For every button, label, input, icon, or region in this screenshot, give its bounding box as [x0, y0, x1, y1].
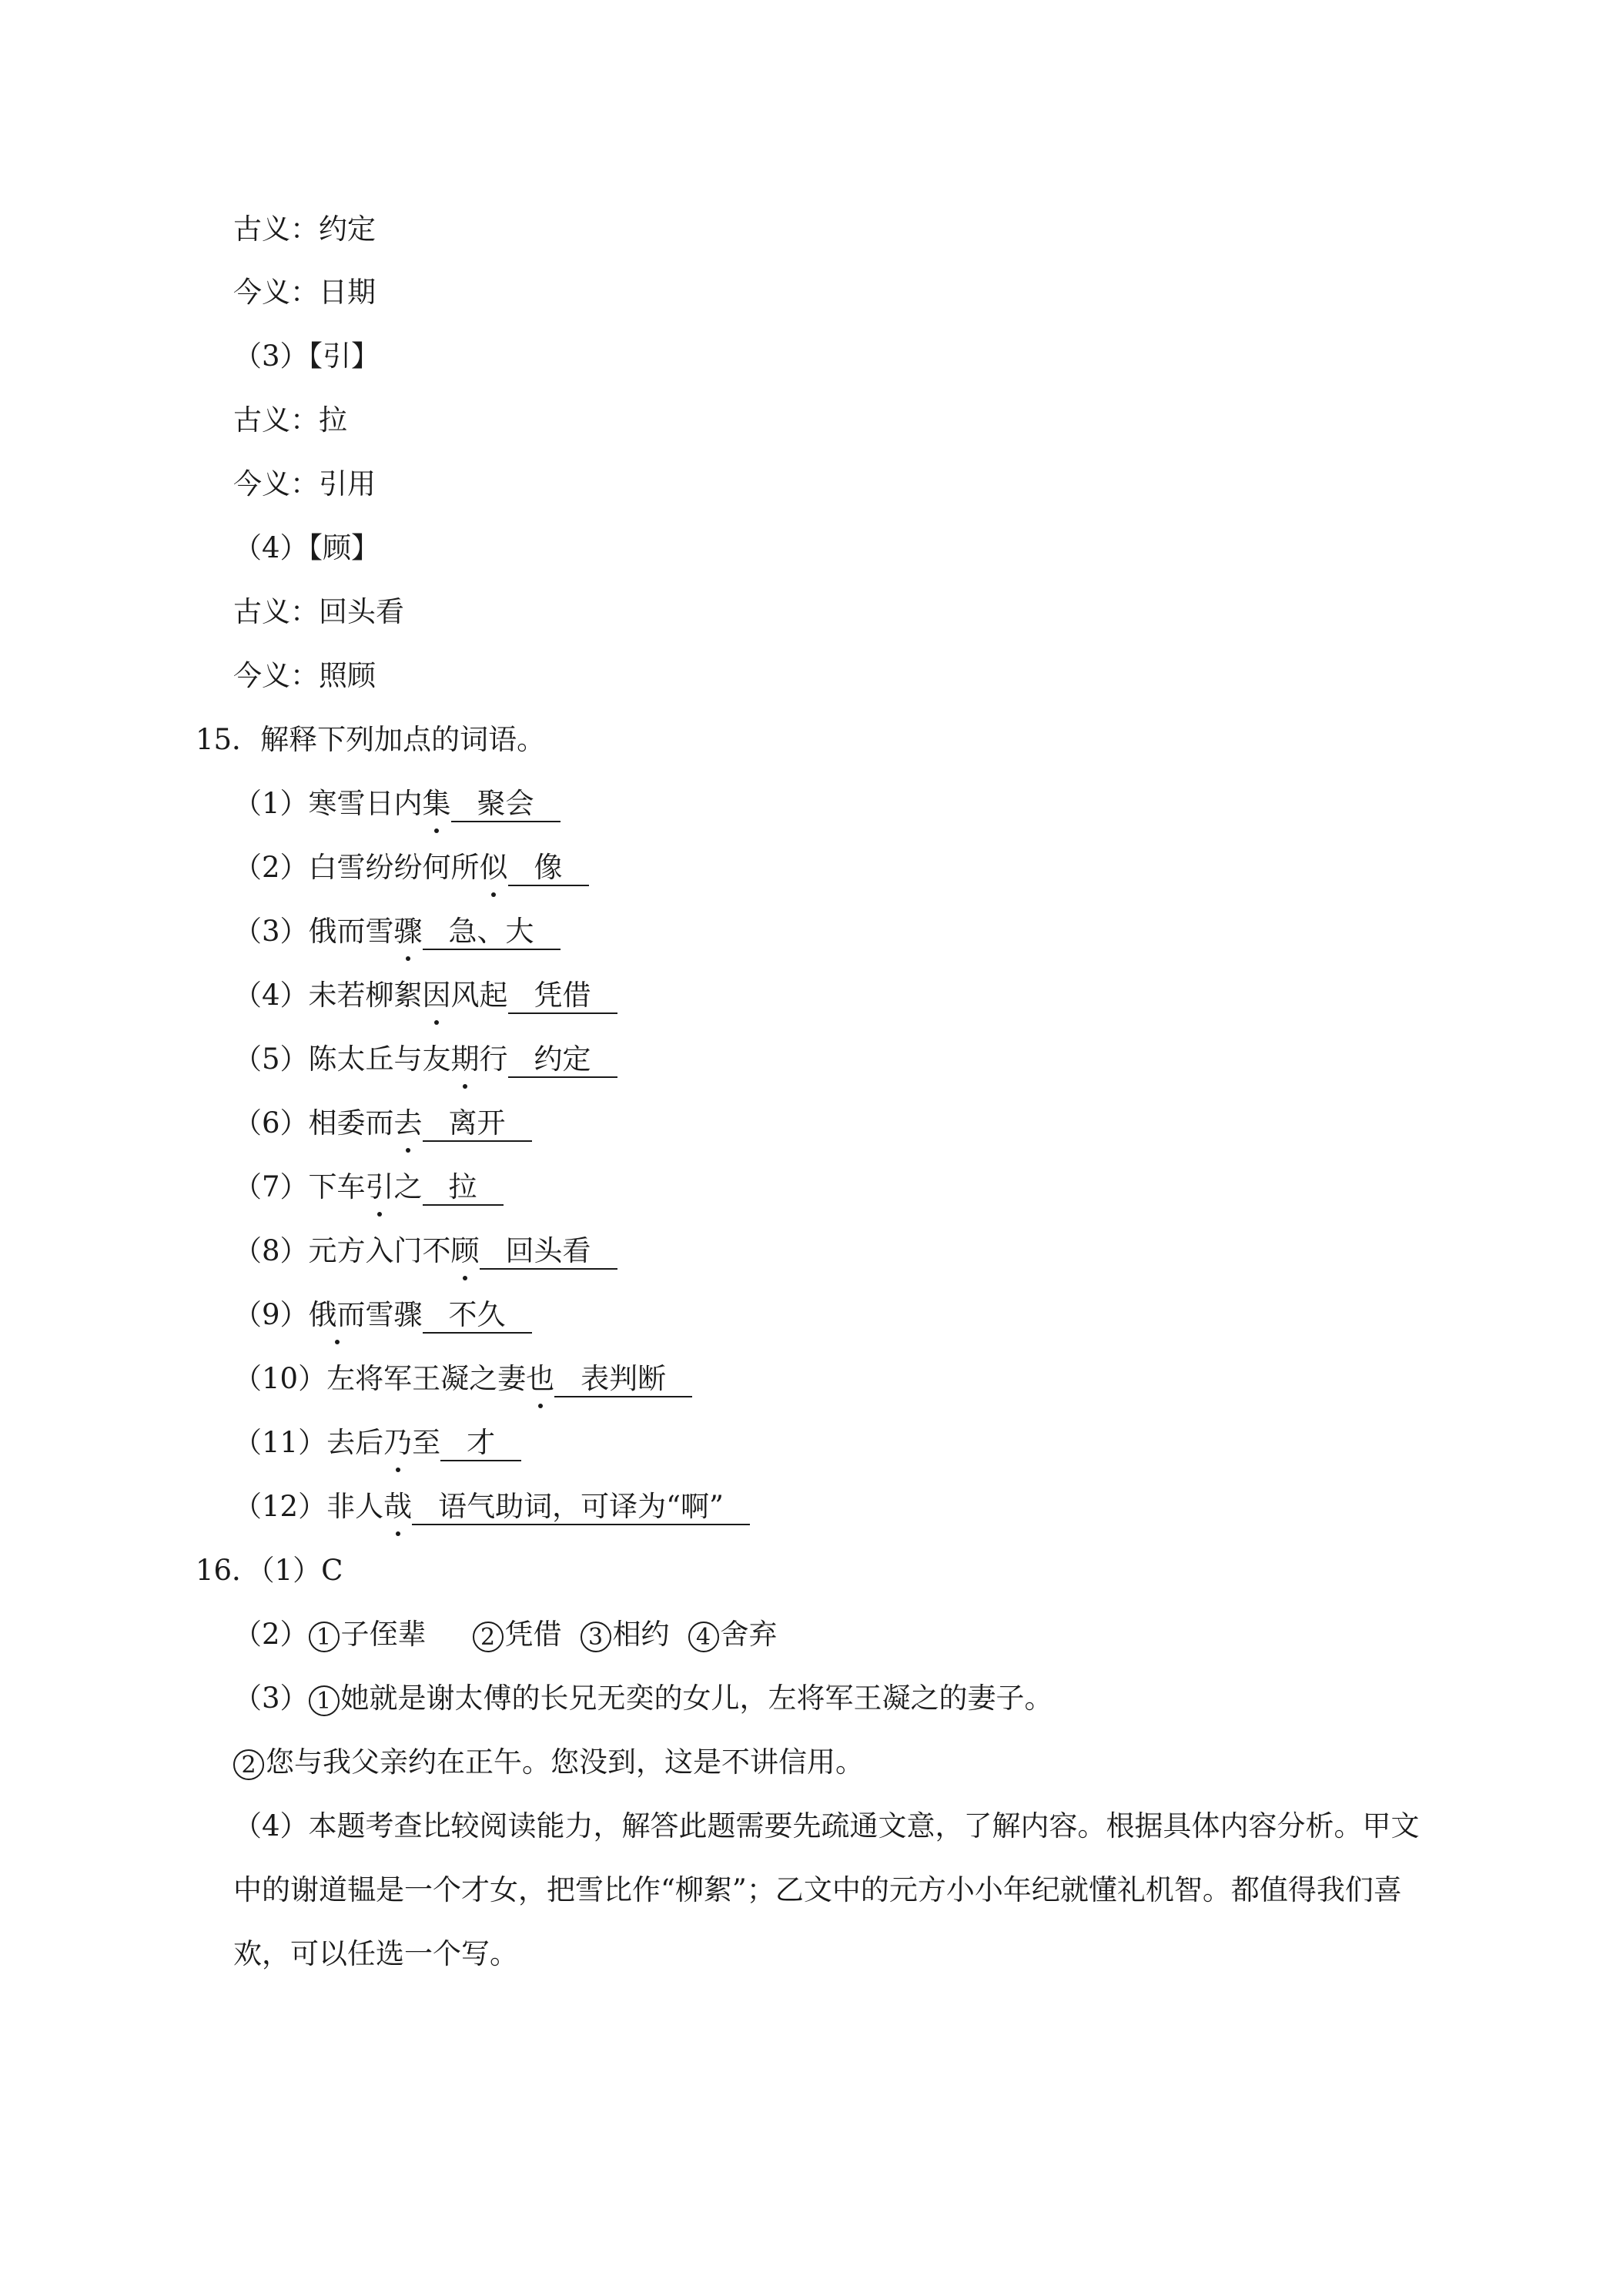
circled-number: 2: [473, 1622, 504, 1652]
q16-part-4-line-3: 欢，可以任选一个写。: [233, 1937, 518, 1970]
dotted-word: 集: [423, 784, 451, 824]
dotted-word: 乃: [383, 1423, 412, 1463]
answer-blank: 聚会: [451, 787, 561, 822]
top-entry-7: 古义：回头看: [233, 595, 404, 628]
q16-part-3b: 2 您与我父亲约在正午。您没到，这是不讲信用。: [233, 1742, 864, 1782]
top-entry-8: 今义：照顾: [233, 659, 376, 692]
q16-part-2: （2） 1 子侄辈 2 凭借 3 相约 4 舍弃: [233, 1618, 778, 1651]
top-entry-6: （4）【顾】: [233, 531, 380, 564]
q15-item-3: （3）俄而雪骤 急、大: [233, 912, 561, 952]
q15-item-6: （6）相委而去 离开: [233, 1103, 532, 1143]
q16-part-4-line-2: 中的谢道韫是一个才女，把雪比作“柳絮”；乙文中的元方小小年纪就懂礼机智。都值得我们喜: [233, 1873, 1402, 1906]
q15-item-2: （2）白雪纷纷何所似 像: [233, 848, 589, 888]
answer-blank: 表判断: [554, 1362, 692, 1397]
dotted-word: 引: [366, 1167, 394, 1207]
answer-blank: 急、大: [423, 915, 561, 950]
answer-blank: 才: [440, 1426, 521, 1461]
question-15-heading: 15．解释下列加点的词语。: [196, 723, 546, 756]
q15-item-12: （12）非人哉 语气助词，可译为“啊”: [233, 1487, 750, 1527]
dotted-word: 也: [526, 1359, 554, 1399]
answer-blank: 离开: [423, 1106, 532, 1142]
dotted-word: 因: [423, 976, 451, 1016]
q15-item-1: （1）寒雪日内集 聚会: [233, 784, 561, 824]
dotted-word: 哉: [383, 1487, 412, 1527]
circled-number: 2: [233, 1749, 264, 1780]
circled-number: 4: [688, 1622, 719, 1652]
answer-blank: 凭借: [508, 979, 617, 1014]
q16-part-3a: （3） 1 她就是谢太傅的长兄无奕的女儿，左将军王凝之的妻子。: [233, 1682, 1053, 1715]
top-entry-5: 今义：引用: [233, 467, 376, 500]
q15-item-8: （8）元方入门不顾 回头看: [233, 1231, 617, 1271]
answer-blank: 语气助词，可译为“啊”: [412, 1490, 750, 1525]
dotted-word: 期: [451, 1039, 480, 1079]
answer-blank: 像: [508, 851, 589, 886]
top-entry-1: 古义：约定: [233, 213, 376, 246]
q15-item-11: （11）去后乃至 才: [233, 1423, 521, 1463]
dotted-word: 去: [394, 1103, 423, 1143]
circled-number: 3: [581, 1622, 611, 1652]
top-entry-4: 古义：拉: [233, 403, 347, 437]
q16-part-4-line-1: （4）本题考查比较阅读能力，解答此题需要先疏通文意，了解内容。根据具体内容分析。甲文: [233, 1809, 1420, 1842]
top-entry-2: 今义：日期: [233, 276, 376, 309]
q15-item-5: （5）陈太丘与友期行 约定: [233, 1039, 617, 1079]
circled-number: 1: [309, 1622, 340, 1652]
answer-blank: 不久: [423, 1298, 532, 1334]
q15-item-10: （10）左将军王凝之妻也 表判断: [233, 1359, 692, 1399]
answer-blank: 回头看: [480, 1234, 617, 1270]
dotted-word: 俄而: [309, 1295, 366, 1335]
top-entry-3: （3）【引】: [233, 340, 380, 373]
answer-blank: 拉: [423, 1170, 504, 1206]
dotted-word: 骤: [394, 912, 423, 952]
q15-item-9: （9）俄而雪骤 不久: [233, 1295, 532, 1335]
q15-item-4: （4）未若柳絮因风起 凭借: [233, 976, 617, 1016]
answer-blank: 约定: [508, 1043, 617, 1078]
dotted-word: 顾: [451, 1231, 480, 1271]
circled-number: 1: [309, 1685, 340, 1716]
q15-item-7: （7）下车引之 拉: [233, 1167, 504, 1207]
question-16-heading: 16．（1）C: [196, 1554, 343, 1587]
dotted-word: 似: [480, 848, 508, 888]
